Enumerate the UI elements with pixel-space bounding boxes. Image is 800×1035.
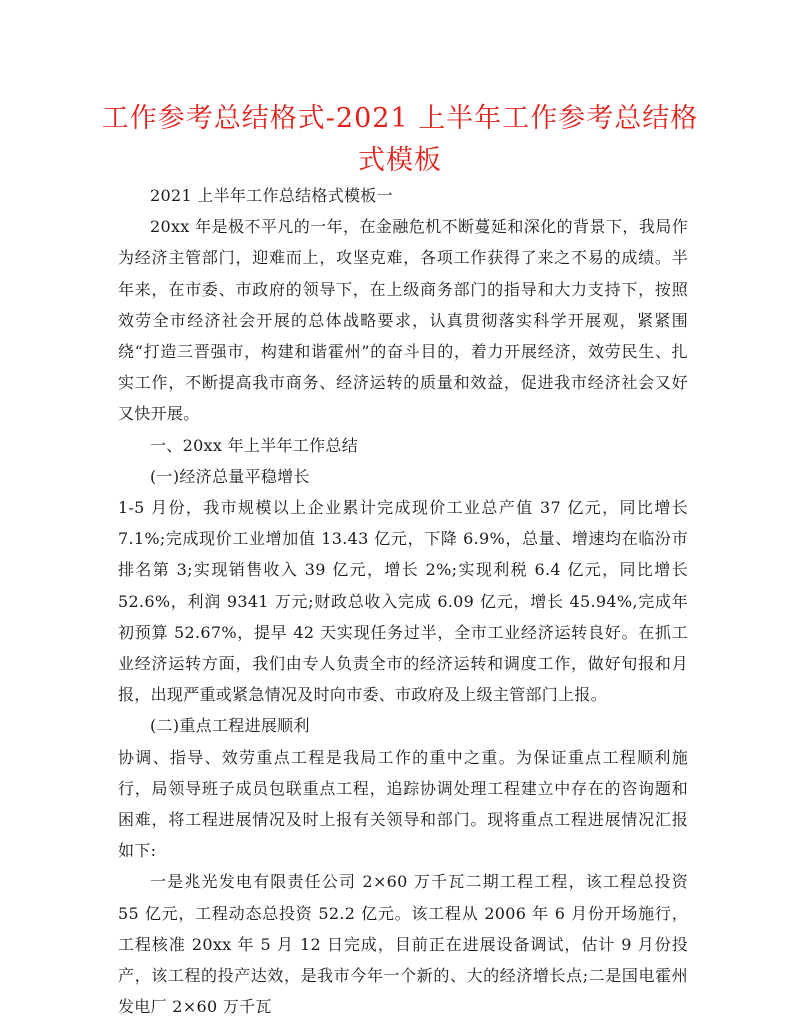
projects-detail-paragraph: 一是兆光发电有限责任公司 2×60 万千瓦二期工程工程，该工程总投资 55 亿元，工程动态总投资 52.2 亿元。该工程从 2006 年 6 月份开场施行，工程核准 20xx 年 5 月 12 日完成，目前正在进展设备调试，估计 9 月份投产，该工程的投产达效，是我市今年一个新的、大的经济增长点;二是国电霍州发电厂 2×60 万千瓦: [118, 872, 688, 1017]
economy-paragraph: 1-5 月份，我市规模以上企业累计完成现价工业总产值 37 亿元，同比增长 7.1%;完成现价工业增加值 13.43 亿元，下降 6.9%，总量、增速均在临汾市排名第 3;实现销售收入 39 亿元，增长 2%;实现利税 6.4 亿元，同比增长 52.6%，利润 9341 万元;财政总收入完成 6.09 亿元，增长 45.94%,完成年初预算 52.67%，提早 42 天实现任务过半，全市工业经济运转良好。在抓工业经济运转方面，我们由专人负责全市的经济运转和调度工作，做好旬报和月报，出现严重或紧急情况及时向市委、市政府及上级主管部门上报。: [118, 498, 688, 705]
document-title: 工作参考总结格式-2021 上半年工作参考总结格式模板: [101, 103, 699, 176]
document-body: [118, 180, 688, 1022]
intro-paragraph: 20xx 年是极不平凡的一年，在金融危机不断蔓延和深化的背景下，我局作为经济主管部门，迎难而上，攻坚克难，各项工作获得了来之不易的成绩。半年来，在市委、市政府的领导下，在上级商务部门的指导和大力支持下，按照效劳全市经济社会开展的总体战略要求，认真贯彻落实科学开展观，紧紧围绕“打造三晋强市，构建和谐霍州”的奋斗目的，着力开展经济，效劳民生、扎实工作，不断提高我市商务、经济运转的质量和效益，促进我市经济社会又好又快开展。: [118, 217, 688, 424]
subheading-projects: (二)重点工程进展顺利: [150, 716, 310, 736]
section-heading-template: 2021 上半年工作总结格式模板一: [150, 186, 393, 205]
section-heading-summary: 一、20xx 年上半年工作总结: [150, 435, 358, 455]
projects-paragraph: 协调、指导、效劳重点工程是我局工作的重中之重。为保证重点工程顺利施行，局领导班子成员包联重点工程，追踪协调处理工程建立中存在的咨询题和困难，将工程进展情况及时上报有关领导和部门。现将重点工程进展情况汇报如下:: [118, 747, 688, 861]
subheading-economy: (一)经济总量平稳增长: [150, 466, 310, 486]
